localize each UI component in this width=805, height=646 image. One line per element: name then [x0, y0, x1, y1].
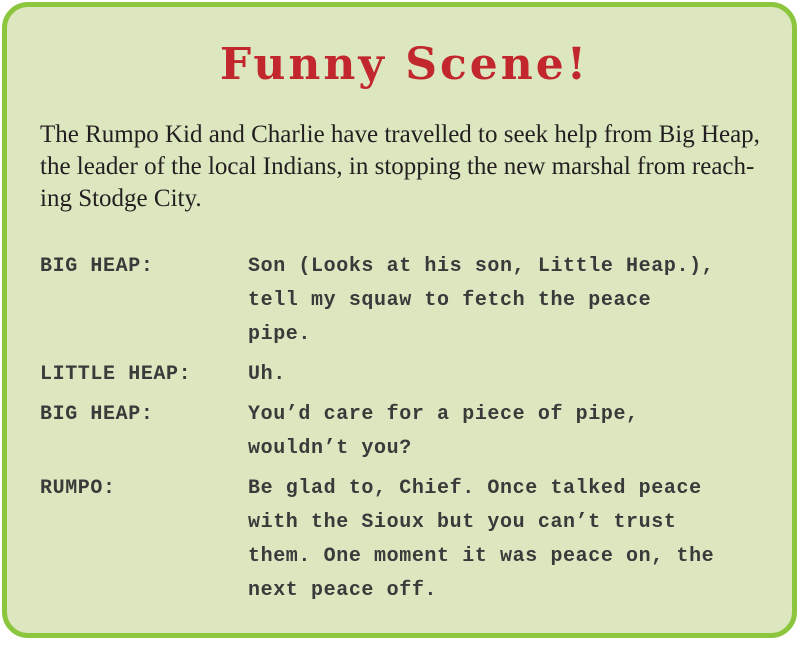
speech-line: pipe. — [248, 323, 312, 346]
speech-text — [248, 358, 790, 392]
speech-line: with the Sioux but you can’t trust — [248, 511, 677, 534]
dialogue-script — [40, 250, 790, 614]
speaker-name: LITTLE HEAP: — [40, 363, 192, 386]
speech-line: You’d care for a piece of pipe, — [248, 403, 639, 426]
dialogue-line — [40, 398, 790, 466]
page-title: Funny Scene! — [219, 39, 590, 90]
speaker-name: RUMPO: — [40, 477, 116, 500]
speech-text — [248, 472, 790, 608]
intro-paragraph — [40, 119, 780, 215]
speaker-name: BIG HEAP: — [40, 255, 154, 278]
speech-line: Uh. — [248, 363, 286, 386]
speech-line: Son (Looks at his son, Little Heap.), — [248, 255, 715, 278]
intro-line: ing Stodge City. — [40, 185, 202, 212]
speaker-name: BIG HEAP: — [40, 403, 154, 426]
intro-line: The Rumpo Kid and Charlie have travelled to seek help from Big Heap, — [40, 121, 760, 148]
funny-scene-box — [2, 2, 797, 638]
dialogue-line — [40, 250, 790, 352]
dialogue-line — [40, 358, 790, 392]
intro-line: the leader of the local Indians, in stopping the new marshal from reach- — [40, 153, 755, 180]
speech-text — [248, 250, 790, 352]
speech-line: tell my squaw to fetch the peace — [248, 289, 652, 312]
speech-line: Be glad to, Chief. Once talked peace — [248, 477, 702, 500]
speech-line: wouldn’t you? — [248, 437, 412, 460]
speech-line: them. One moment it was peace on, the — [248, 545, 715, 568]
speech-text — [248, 398, 790, 466]
dialogue-line — [40, 472, 790, 608]
speech-line: next peace off. — [248, 579, 438, 602]
